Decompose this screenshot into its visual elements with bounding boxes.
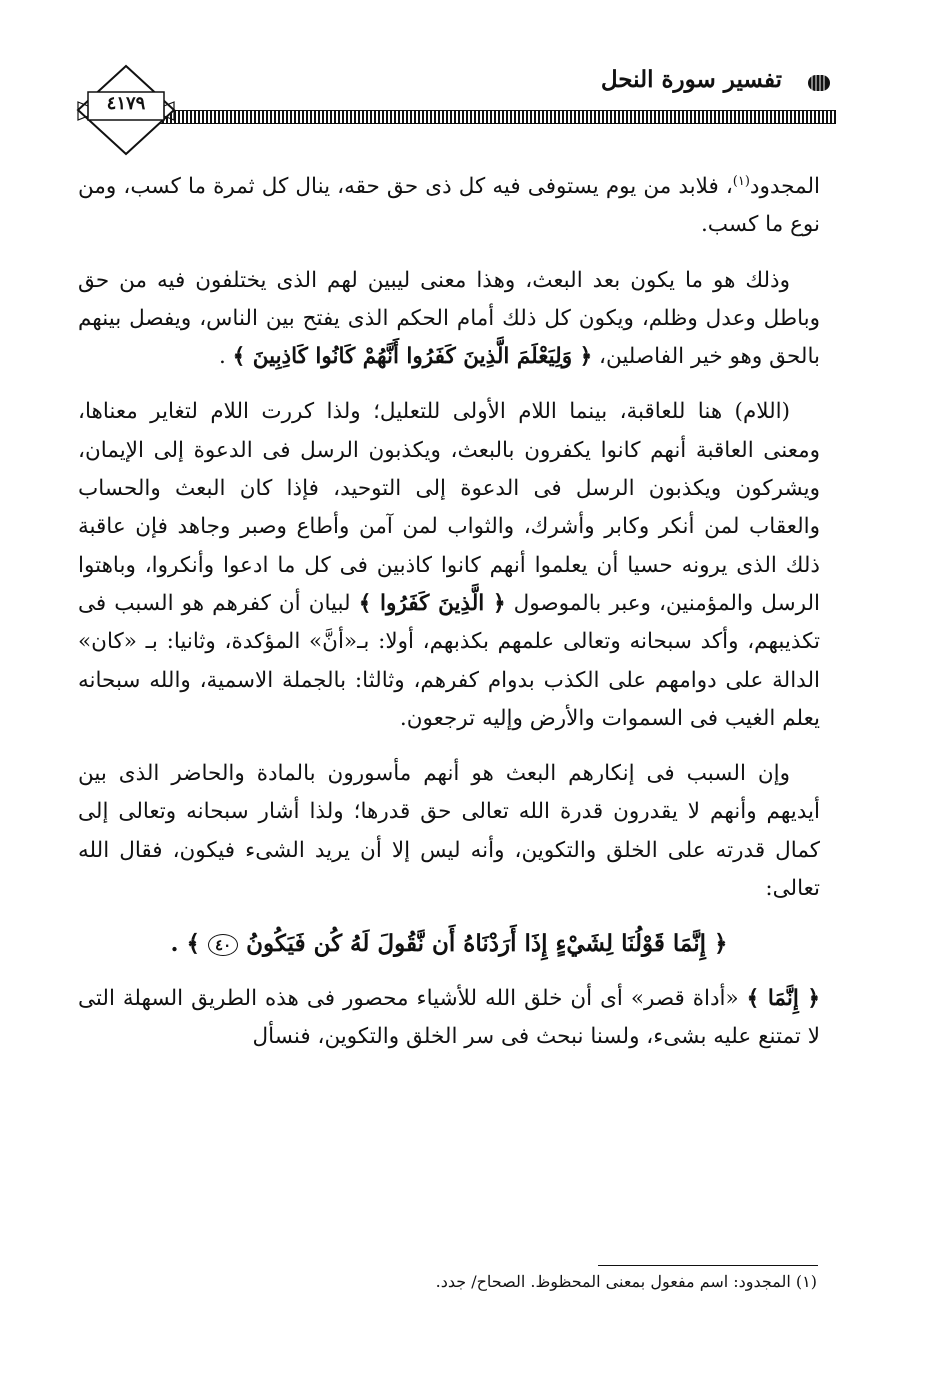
body-text: [78, 168, 820, 1073]
quran-verse: ﴿ إِنَّمَا قَوْلُنَا لِشَيْءٍ إِذَا أَرَدْنَاهُ أَن نَّقُولَ لَهُ كُن فَيَكُونُ ٤٠ ﴾ .: [170, 930, 728, 958]
paragraph: وإن السبب فى إنكارهم البعث هو أنهم مأسورون بالمادة والحاضر الذى بين أيديهم وأنهم لا يقدرون قدرة الله تعالى حق قدرها؛ ولذا أشار سبحانه وتعالى إلى كمال قدرته على الخلق والتكوين، وأنه ليس إلا أن يريد الشىء فيكون، فقال الله تعالى:: [78, 761, 820, 902]
running-title: تفسير سورة النحل: [600, 66, 782, 93]
header-rule: [150, 110, 836, 124]
paragraph: المجدود$^{(١)}$، فلابد من يوم يستوفى فيه كل ذى حق حقه، ينال كل ثمرة ما كسب، ومن نوع ما كسب.: [78, 173, 820, 238]
quran-quote: ﴿ الَّذِينَ كَفَرُوا ﴾: [358, 590, 506, 616]
page-header: [70, 60, 840, 160]
footnote: (١) المجدود: اسم مفعول بمعنى المحظوظ. الصحاح/ جدد.: [435, 1272, 817, 1291]
page-number: ٤١٧٩: [106, 93, 146, 114]
footnote-ref: (١): [732, 173, 750, 189]
quran-quote: ﴿ وَلِيَعْلَمَ الَّذِينَ كَفَرُوا أَنَّهُمْ كَانُوا كَاذِبِينَ ﴾: [232, 344, 593, 370]
paragraph: (اللام) هنا للعاقبة، بينما اللام الأولى للتعليل؛ ولذا كررت اللام لتغاير معناها، ومعنى العاقبة أنهم كانوا يكفرون بالبعث، ويكذبون الرسل فى الدعوة إلى الإيمان، ويشركون ويكذبون الرسل فى الدعوة إلى التوحيد، فإذا كان البعث والحساب والعقاب لمن أنكر وكابر وأشرك، والثواب لمن آمن وأطاع وصبر وجاهد فإن عاقبة ذلك الذى يرونه حسيا أن يعلموا أنهم كانوا كاذبين فى كل ما ادعوا وأنكروا، وباهتوا الرسل والمؤمنين، وعبر بالموصول ﴿ الَّذِينَ كَفَرُوا ﴾ لبيان أن كفرهم هو السبب فى تكذيبهم، وأكد سبحانه وتعالى علمهم بكذبهم، أولا: بـ«أنَّ» المؤكدة، وثانيا: بـ «كان» الدالة على دوامهم على الكذب بدوام كفرهم، وثالثا: بالجملة الاسمية، والله سبحانه يعلم الغيب فى السموات والأرض وإليه ترجعون.: [78, 399, 820, 731]
quran-quote: ﴿ إِنَّمَا ﴾: [746, 985, 820, 1011]
paragraph: وذلك هو ما يكون بعد البعث، وهذا معنى ليبين لهم الذى يختلفون فيه من حق وباطل وعدل وظلم، ويكون كل ذلك أمام الحكم الذى يفتح بين الناس، ويفصل بينهم بالحق وهو خير الفاصلين، ﴿ وَلِيَعْلَمَ الَّذِينَ كَفَرُوا أَنَّهُمْ كَانُوا كَاذِبِينَ ﴾ .: [78, 267, 820, 370]
ornament-icon: [806, 72, 832, 94]
ayah-number: ٤٠: [208, 934, 238, 956]
footnote-divider: [598, 1265, 818, 1266]
paragraph: ﴿ إِنَّمَا ﴾ «أداة قصر» أى أن خلق الله للأشياء محصور فى هذه الطريق السهلة التى لا تمتنع عليه بشىء، ولسنا نبحث فى سر الخلق والتكوين، فنسأل: [78, 985, 820, 1049]
